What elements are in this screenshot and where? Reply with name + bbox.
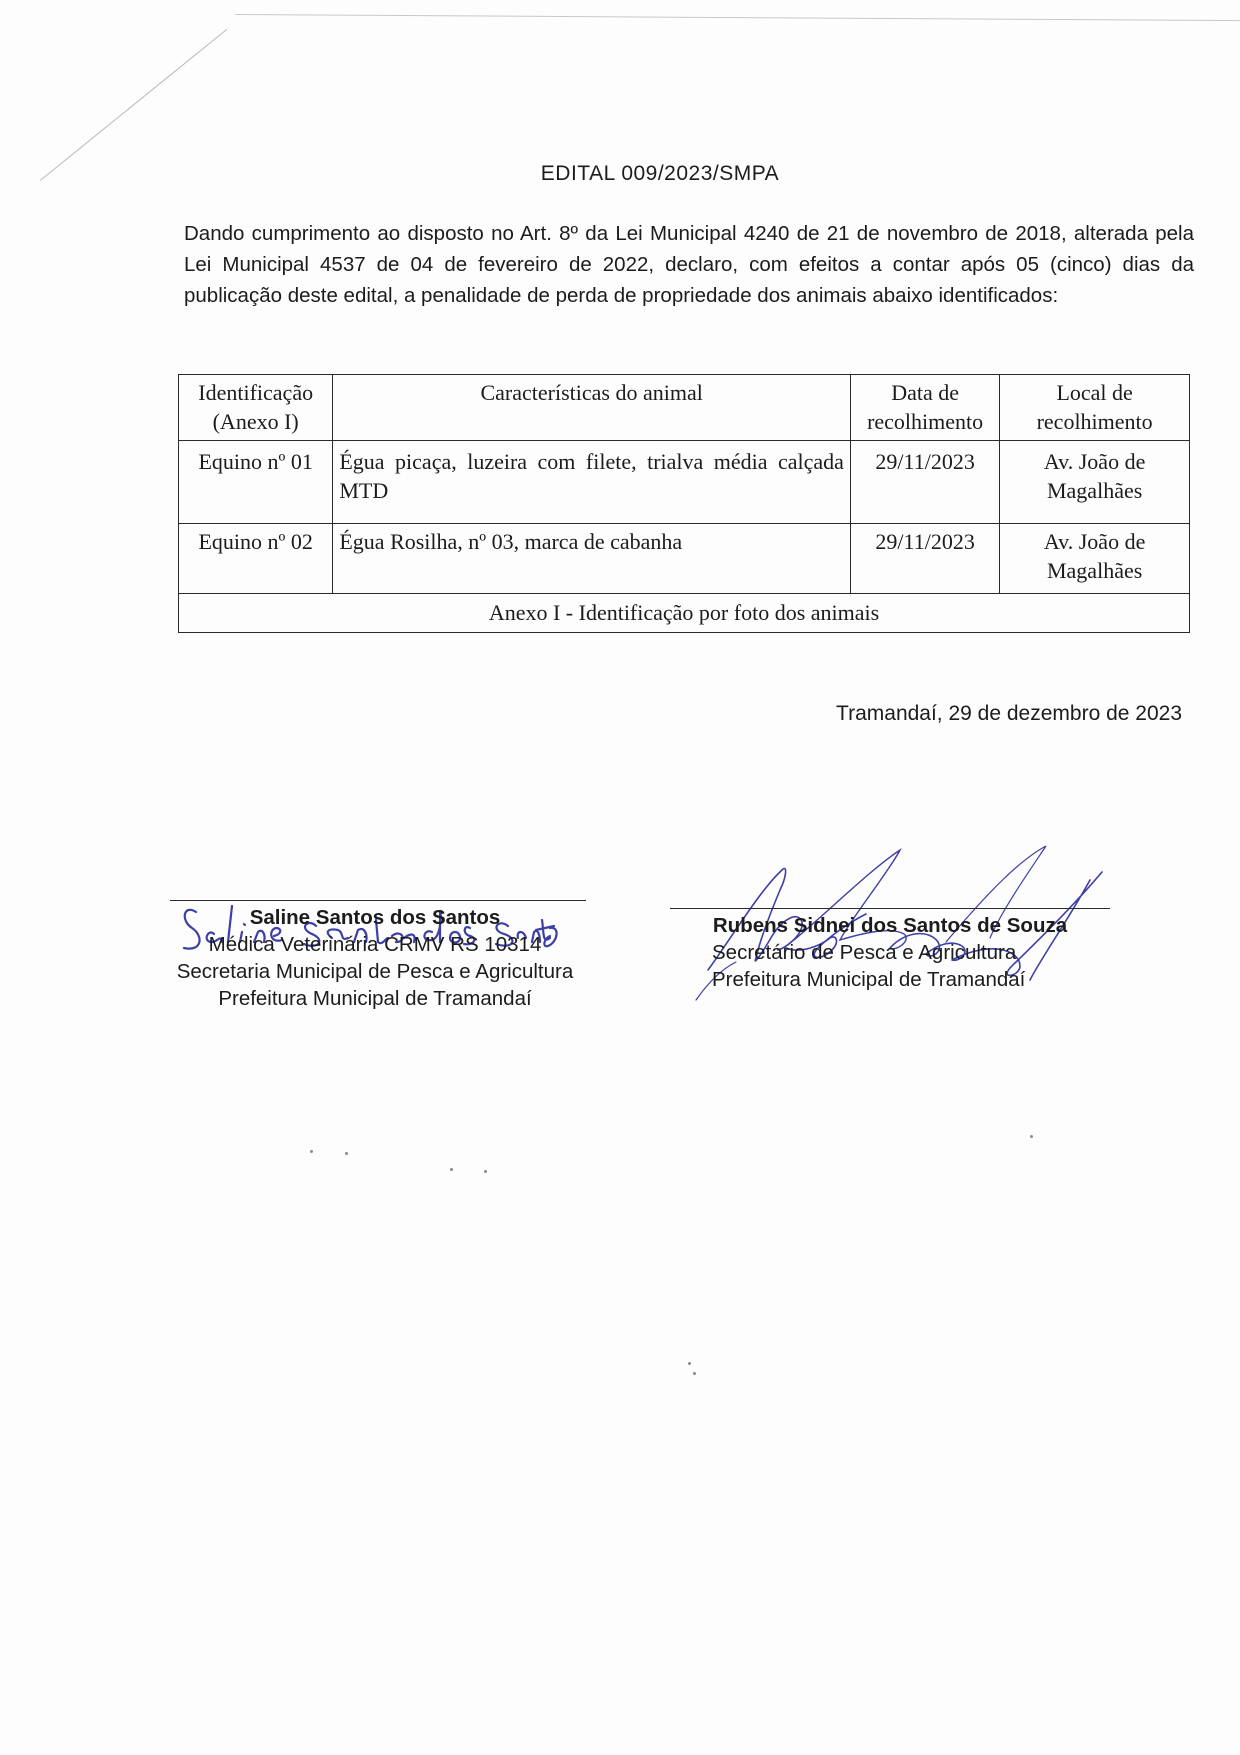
cell-location: Av. João de Magalhães — [1000, 524, 1190, 594]
table-row — [179, 524, 1190, 594]
scan-speck — [688, 1362, 691, 1365]
signatory-left — [160, 900, 590, 1012]
scan-speck — [450, 1168, 453, 1171]
document-title: EDITAL 009/2023/SMPA — [540, 162, 780, 185]
signature-line — [170, 900, 586, 901]
cell-date: 29/11/2023 — [850, 524, 999, 594]
scan-speck — [345, 1152, 348, 1155]
scan-speck — [693, 1372, 696, 1375]
table-row — [179, 441, 1190, 524]
intro-paragraph: Dando cumprimento ao disposto no Art. 8º da Lei Municipal 4240 de 21 de novembro de 2018, alterada pela Lei Municipal 4537 de 04 de fevereiro de 2022, declaro, com efeitos a contar após 05 (cinco) dias da publicação deste edital, a penalidade de perda de propriedade dos animais abaixo identificados: — [184, 222, 1194, 307]
signatory-name: Rubens Sidnei dos Santos de Souza — [712, 914, 1068, 937]
scan-speck — [310, 1150, 313, 1153]
signatory-organization: Prefeitura Municipal de Tramandaí — [712, 968, 1026, 991]
scan-speck — [484, 1170, 487, 1173]
cell-id: Equino nº 02 — [179, 524, 333, 594]
animals-table — [178, 374, 1190, 633]
signatory-role: Secretário de Pesca e Agricultura — [712, 941, 1017, 964]
table-header-row — [179, 375, 1190, 441]
header-date: Data de recolhimento — [850, 375, 999, 441]
cell-id: Equino nº 01 — [179, 441, 333, 524]
place-date: Tramandaí, 29 de dezembro de 2023 — [836, 702, 1182, 725]
header-characteristics: Características do animal — [333, 375, 851, 441]
cell-date: 29/11/2023 — [850, 441, 999, 524]
scan-fold-mark — [40, 29, 227, 181]
scan-edge-line — [235, 14, 1240, 21]
signatory-name: Saline Santos dos Santos — [249, 906, 501, 929]
cell-description: Égua picaça, luzeira com filete, trialva média calçada MTD — [333, 441, 851, 524]
cell-description: Égua Rosilha, nº 03, marca de cabanha — [333, 524, 851, 594]
signatory-role: Médica Veterinária CRMV RS 10314 — [208, 933, 542, 956]
header-location: Local de recolhimento — [1000, 375, 1190, 441]
header-identification: Identificação (Anexo I) — [179, 375, 333, 441]
annex-note: Anexo I - Identificação por foto dos animais — [179, 594, 1190, 633]
signatory-organization: Prefeitura Municipal de Tramandaí — [218, 987, 532, 1010]
annex-row — [179, 594, 1190, 633]
signature-line — [670, 908, 1110, 909]
scan-speck — [1030, 1135, 1033, 1138]
cell-location: Av. João de Magalhães — [1000, 441, 1190, 524]
signatory-department: Secretaria Municipal de Pesca e Agricultura — [176, 960, 574, 983]
signatory-right — [670, 908, 1110, 993]
